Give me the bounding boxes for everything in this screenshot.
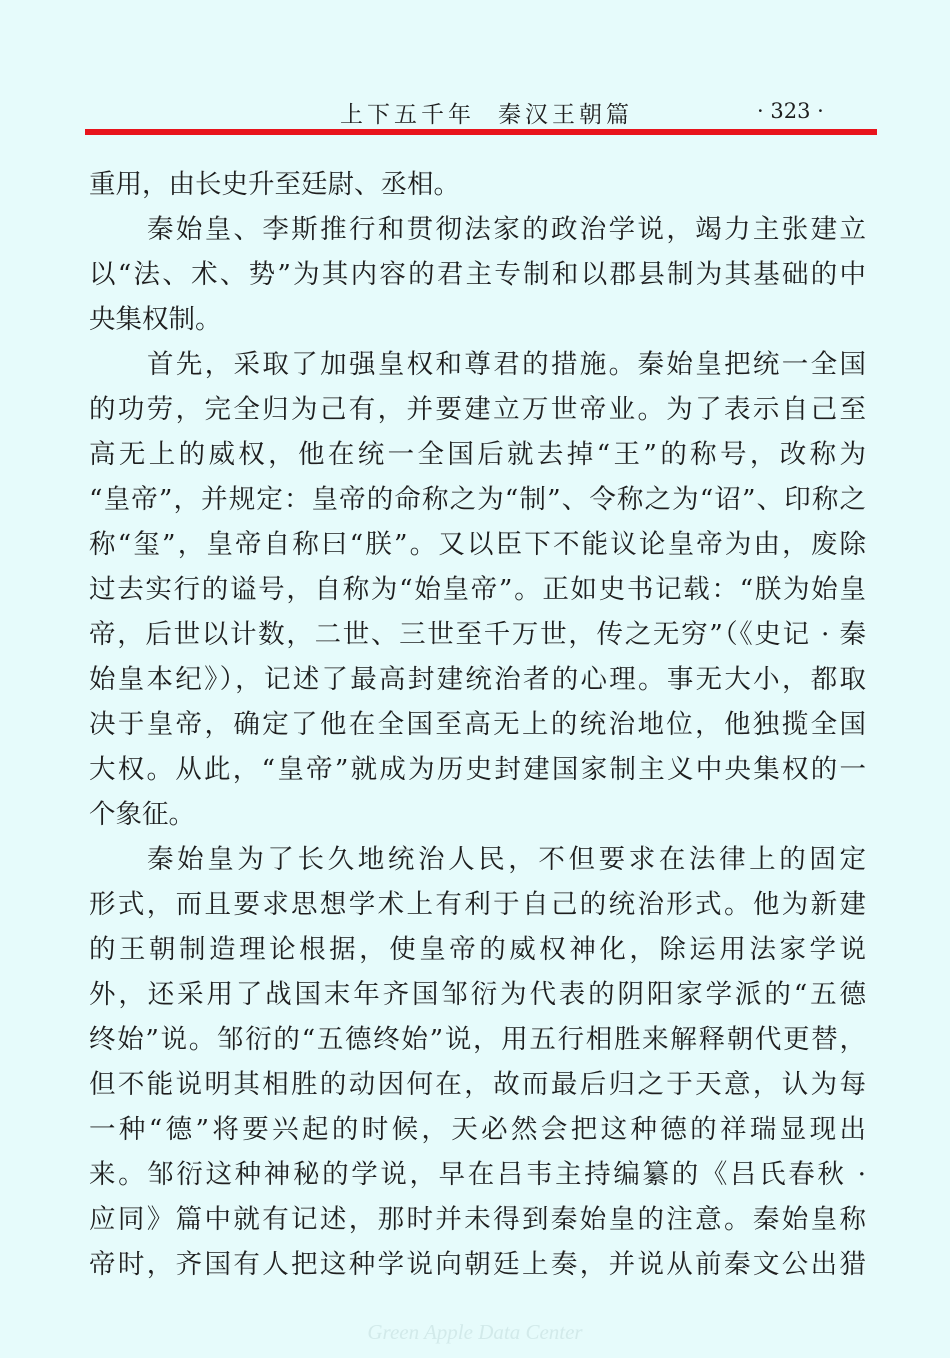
text-line: 高无上的威权，他在统一全国后就去掉“王”的称号，改称为: [89, 439, 866, 470]
running-header: [85, 92, 877, 128]
text-line: 首先，采取了加强皇权和尊君的措施。秦始皇把统一全国: [147, 349, 866, 380]
text-line: 形式，而且要求思想学术上有利于自己的统治形式。他为新建: [89, 889, 866, 920]
text-line: 重用，由长史升至廷尉、丞相。: [89, 169, 460, 200]
text-line: 决于皇帝，确定了他在全国至高无上的统治地位，他独揽全国: [89, 709, 866, 740]
text-line: 一种“德”将要兴起的时候，天必然会把这种德的祥瑞显现出: [89, 1114, 866, 1145]
text-line: 秦始皇为了长久地统治人民，不但要求在法律上的固定: [147, 844, 866, 875]
book-title: 上下五千年: [340, 102, 475, 128]
body-text: [89, 162, 866, 1287]
text-line: 以“法、术、势”为其内容的君主专制和以郡县制为其基础的中: [89, 259, 866, 290]
text-line: 个象征。: [89, 799, 195, 830]
text-line: 终始”说。邹衍的“五德终始”说，用五行相胜来解释朝代更替，: [89, 1024, 866, 1055]
text-line: 央集权制。: [89, 304, 222, 335]
text-line: 的王朝制造理论根据，使皇帝的威权神化，除运用法家学说: [89, 934, 866, 965]
text-line: 称“玺”，皇帝自称曰“朕”。又以臣下不能议论皇帝为由，废除: [89, 529, 866, 560]
text-line: 但不能说明其相胜的动因何在，故而最后归之于天意，认为每: [89, 1069, 866, 1100]
text-line: 帝，后世以计数，二世、三世至千万世，传之无穷”（《史记 · 秦: [89, 619, 866, 650]
text-line: “皇帝”，并规定：皇帝的命称之为“制”、令称之为“诏”、印称之: [89, 484, 866, 515]
page-number: · 323 ·: [757, 99, 824, 123]
header-rule: [85, 129, 877, 135]
text-line: 始皇本纪》），记述了最高封建统治者的心理。事无大小，都取: [89, 664, 866, 695]
text-line: 帝时，齐国有人把这种学说向朝廷上奏，并说从前秦文公出猎: [89, 1249, 866, 1280]
text-line: 过去实行的谥号，自称为“始皇帝”。正如史书记载：“朕为始皇: [89, 574, 866, 605]
text-line: 秦始皇、李斯推行和贯彻法家的政治学说，竭力主张建立: [147, 214, 866, 245]
text-line: 应同》篇中就有记述，那时并未得到秦始皇的注意。秦始皇称: [89, 1204, 866, 1235]
text-line: 外，还采用了战国末年齐国邹衍为代表的阴阳家学派的“五德: [89, 979, 866, 1010]
text-line: 来。邹衍这种神秘的学说，早在吕韦主持编纂的《吕氏春秋 ·: [89, 1159, 866, 1190]
text-line: 的功劳，完全归为己有，并要建立万世帝业。为了表示自己至: [89, 394, 866, 425]
watermark: Green Apple Data Center: [367, 1320, 583, 1344]
section-title: 秦汉王朝篇: [498, 102, 633, 128]
text-line: 大权。从此，“皇帝”就成为历史封建国家制主义中央集权的一: [89, 754, 866, 785]
